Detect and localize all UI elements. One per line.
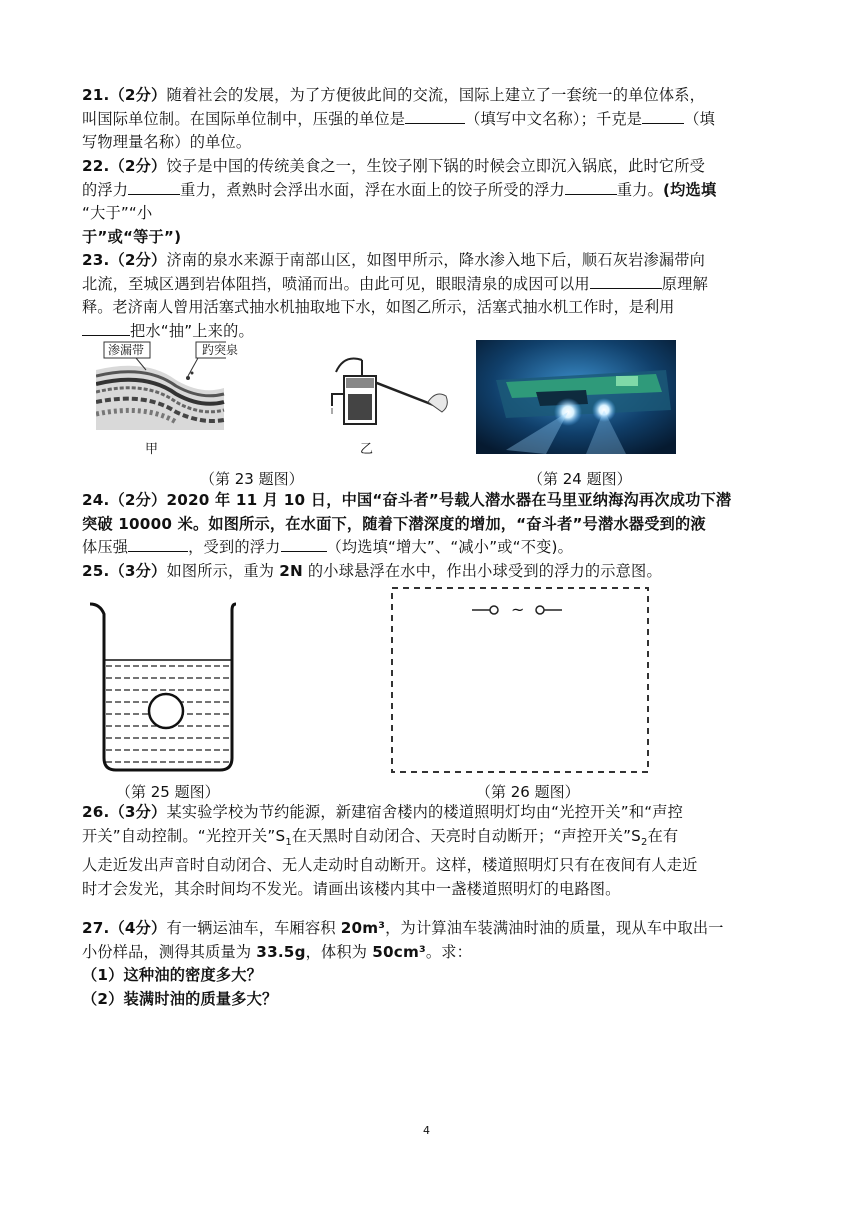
figure-25-caption: （第 25 题图） <box>116 783 220 801</box>
answer-blank[interactable] <box>128 537 188 552</box>
answer-blank[interactable] <box>281 537 327 552</box>
question-text: 释。老济南人曾用活塞式抽水机抽取地下水，如图乙所示，活塞式抽水机工作时，是利用 <box>82 298 675 317</box>
question-score: （4分） <box>109 919 167 937</box>
question-text: 饺子是中国的传统美食之一，生饺子刚下锅的时候会立即沉入锅底，此时它所受 <box>166 157 706 175</box>
question-text: 突破 10000 米。如图所示，在水面下，随着下潜深度的增加，“奋斗者”号潜水器受到的液 <box>82 514 706 533</box>
question-21 <box>82 84 782 155</box>
question-text: （均选填“增大”、“减小”或“不变)。 <box>326 538 574 557</box>
question-text: 重力，煮熟时会浮出水面，浮在水面上的饺子所受的浮力 <box>180 180 565 199</box>
question-score: （2分） <box>109 157 167 175</box>
question-number: 22. <box>82 157 110 175</box>
question-number: 26. <box>82 803 110 821</box>
question-text: 体压强 <box>82 538 129 557</box>
figure-label-jia: 甲 <box>145 442 159 457</box>
figure-25-beaker <box>86 600 242 776</box>
answer-blank[interactable] <box>82 321 130 336</box>
question-text: 2N <box>279 562 303 580</box>
question-score: （2分） <box>109 86 167 104</box>
question-score: （3分） <box>109 803 167 821</box>
question-25 <box>82 560 782 584</box>
answer-blank[interactable] <box>405 109 465 124</box>
question-text: 在天黑时自动闭合、天亮时自动断开；“声控开关”S <box>291 826 641 845</box>
question-score: （2分） <box>109 251 167 269</box>
figure-26-caption: （第 26 题图） <box>476 783 580 801</box>
question-text: 北流，至城区遇到岩体阻挡，喷涌而出。由此可见，眼眼清泉的成因可以用 <box>82 274 590 293</box>
question-text: 把水“抽”上来的。 <box>130 321 254 340</box>
question-text: 于”或“等于”) <box>82 227 182 246</box>
question-text: ，体积为 <box>305 942 373 961</box>
question-text: 的小球悬浮在水中，作出小球受到的浮力的示意图。 <box>302 562 662 580</box>
question-number: 27. <box>82 919 110 937</box>
answer-blank[interactable] <box>642 109 684 124</box>
question-score: （3分） <box>109 562 167 580</box>
question-text: 济南的泉水来源于南部山区，如图甲所示，降水渗入地下后，顺石灰岩渗漏带向 <box>166 251 706 269</box>
question-text: ，为计算油车装满油时油的质量，现从车中取出一 <box>385 919 724 937</box>
question-text: 20m³ <box>340 919 386 937</box>
question-text: 随着社会的发展，为了方便彼此间的交流，国际上建立了一套统一的单位体系， <box>166 86 706 104</box>
answer-blank[interactable] <box>565 180 617 195</box>
question-text: 重力。 <box>616 180 664 199</box>
page-number: 4 <box>423 1124 430 1137</box>
question-text: 在有 <box>647 826 679 845</box>
figure-label-spring: 趵突泉 <box>202 343 239 357</box>
ac-source-symbol: ~ <box>511 600 525 619</box>
subscript: 1 <box>285 836 292 848</box>
question-text: （填写中文名称）；千克是 <box>465 109 643 128</box>
question-number: 21. <box>82 86 110 104</box>
answer-blank[interactable] <box>128 180 180 195</box>
figure-23-caption: （第 23 题图） <box>200 470 304 488</box>
question-23 <box>82 249 782 343</box>
question-text: 2020 年 11 月 10 日，中国“奋斗者”号载人潜水器在马里亚纳海沟再次成功下潜 <box>166 491 732 509</box>
subscript: 2 <box>641 836 648 848</box>
figure-24-caption: （第 24 题图） <box>528 470 632 488</box>
question-text: 如图所示，重为 <box>166 562 280 580</box>
figure-label-seepage: 渗漏带 <box>108 343 145 357</box>
figure-label-yi: 乙 <box>360 442 374 457</box>
question-text: 的浮力 <box>82 180 129 199</box>
question-24 <box>82 489 782 560</box>
question-text: （填 <box>684 109 715 128</box>
question-text: 时才会发光，其余时间均不发光。请画出该楼内其中一盏楼道照明灯的电路图。 <box>82 879 621 898</box>
question-text: 人走近发出声音时自动闭合、无人走动时自动断开。这样，楼道照明灯只有在夜间有人走近 <box>82 856 698 875</box>
question-text: 。求： <box>425 942 473 961</box>
question-text: 原理解 <box>661 274 708 293</box>
question-text: (均选填 <box>663 180 717 199</box>
question-text: 某实验学校为节约能源，新建宿舍楼内的楼道照明灯均由“光控开关”和“声控 <box>166 803 684 821</box>
figure-24-submersible-photo <box>476 340 676 454</box>
answer-blank[interactable] <box>590 274 662 289</box>
figure-23-yi-pump <box>318 350 450 432</box>
sub-question-1: （1）这种油的密度多大？ <box>82 966 263 985</box>
question-text: 小份样品，测得其质量为 <box>82 942 257 961</box>
question-26 <box>82 801 782 901</box>
question-text: 叫国际单位制。在国际单位制中，压强的单位是 <box>82 109 406 128</box>
question-number: 23. <box>82 251 110 269</box>
suspended-ball <box>149 694 183 728</box>
question-22 <box>82 155 782 249</box>
question-text: 写物理量名称）的单位。 <box>82 133 252 152</box>
question-text: 33.5g <box>256 942 306 961</box>
question-score: （2分） <box>109 491 167 509</box>
question-text: 开关”自动控制。“光控开关”S <box>82 826 286 845</box>
sub-question-2: （2）装满时油的质量多大？ <box>82 989 278 1008</box>
question-number: 25. <box>82 562 110 580</box>
question-text: ，受到的浮力 <box>188 538 281 557</box>
question-text: 50cm³ <box>372 942 426 961</box>
question-text: 有一辆运油车，车厢容积 <box>166 919 341 937</box>
question-number: 24. <box>82 491 110 509</box>
question-27 <box>82 917 782 1011</box>
question-text: “大于”“小 <box>82 204 153 223</box>
